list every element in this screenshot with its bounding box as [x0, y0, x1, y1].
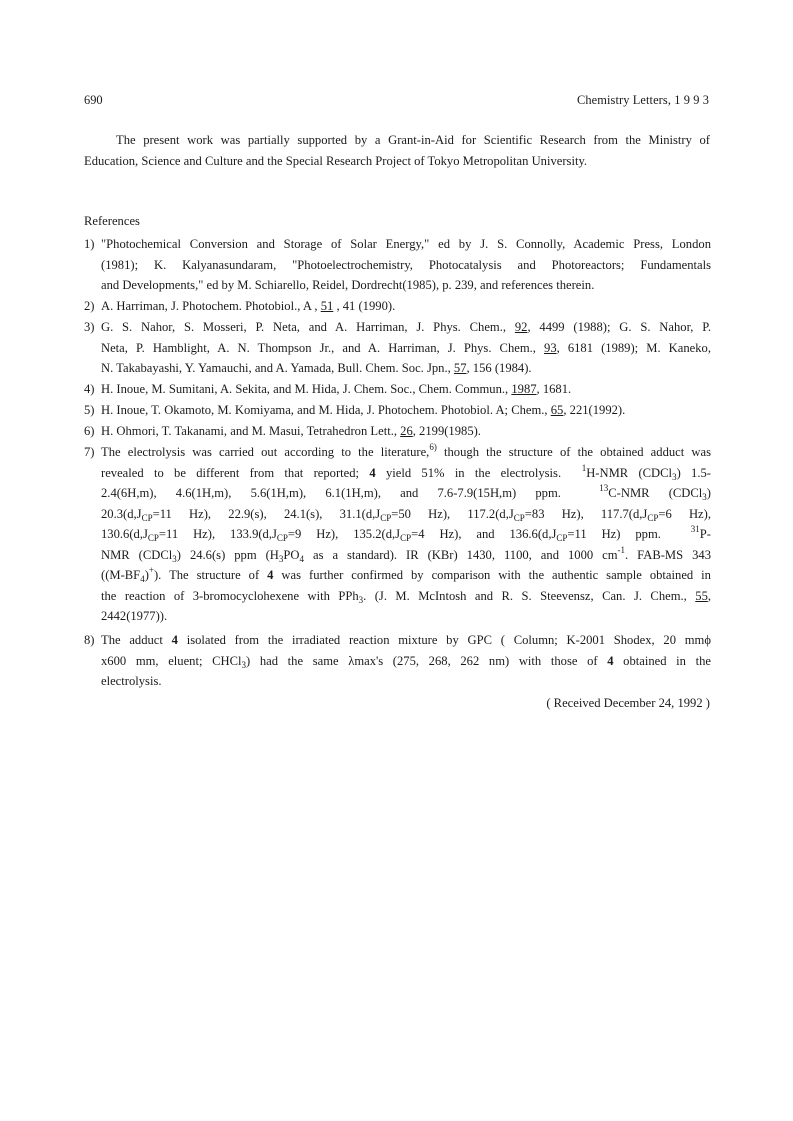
- ref-text-line: NMR (CDCl$_3$) 24.6(s) ppm ($H_3PO_4$ as a standard). IR (KBr) 1430, 1100, and 1000 $cm^{-1}$. FAB-MS 343: [101, 544, 711, 564]
- compound-number: 4: [369, 465, 376, 480]
- ref-text-line: the reaction of 3-bromocyclohexene with PPh$_3$. (J. M. McIntosh and R. S. Steevensz, Can. J. Chem., 55,: [101, 588, 712, 605]
- ref-number: 8): [84, 633, 95, 647]
- received-date: ( Received December 24, 1992 ): [546, 696, 710, 710]
- ack-line-1: The present work was partially supported by a Grant-in-Aid for Scientific Research from the Ministry of: [116, 133, 710, 147]
- volume-number: 57: [453, 361, 467, 375]
- ref-text-line: $130.6(d,J_{CP}=11$ Hz), $133.9(d,J_{CP}=9$ Hz), $135.2(d,J_{CP}=4$ Hz), and $136.6(d,J_{CP}=11$ Hz) ppm. $^{31}$P-: [101, 524, 711, 543]
- ref-text-line: x600 mm, eluent; CHCl$_3$) had the same λmax's (275, 268, 262 nm) with those of 4 obtained in the: [101, 653, 711, 670]
- ref-number: 7): [84, 445, 95, 459]
- ref-number: 6): [84, 424, 95, 438]
- ref-text-line: "Photochemical Conversion and Storage of Solar Energy," ed by J. S. Connolly, Academic Press, London: [101, 237, 711, 251]
- volume-number: 93: [544, 340, 557, 355]
- ref-text-line: revealed to be different from that reported; 4 yield 51% in the electrolysis. $^1$H-NMR (CDCl$_3$) 1.5-: [101, 462, 711, 482]
- ref-text-line: The adduct 4 isolated from the irradiated reaction mixture by GPC ( Column; K-2001 Shodex, 20 mmϕ: [101, 633, 711, 647]
- acknowledgment: [84, 130, 710, 171]
- ref-number: 3): [84, 320, 95, 334]
- volume-number: 26: [400, 424, 413, 438]
- volume-number: 92: [514, 320, 528, 334]
- ref-number: 4): [84, 382, 95, 396]
- ref-text-line: $20.3(d,J_{CP}=11$ Hz), 22.9(s), 24.1(s), $31.1(d,J_{CP}=50$ Hz), $117.2(d,J_{CP}=83$ Hz), $117.7(d,J_{CP}=6$ Hz),: [101, 506, 711, 523]
- reference-8: [84, 630, 711, 692]
- ref-text-line: N. Takabayashi, Y. Yamauchi, and A. Yamada, Bull. Chem. Soc. Jpn., 57, 156 (1984).: [101, 361, 532, 375]
- ref-number: 2): [84, 299, 95, 313]
- ref-text-line: G. S. Nahor, S. Mosseri, P. Neta, and A. Harriman, J. Phys. Chem., 92, 4499 (1988); G. S. Nahor, P.: [101, 320, 711, 334]
- volume-number: 65: [550, 403, 564, 417]
- ref-text-line: A. Harriman, J. Photochem. Photobiol., A , 51 , 41 (1990).: [101, 299, 396, 313]
- volume-number: 51: [320, 299, 334, 313]
- ref-text-line: Neta, P. Hamblight, A. N. Thompson Jr., and A. Harriman, J. Phys. Chem., 93, 6181 (1989); M. Kaneko,: [101, 340, 711, 355]
- ref-text-line: 2442(1977)).: [101, 609, 168, 623]
- compound-number: 4: [607, 653, 614, 668]
- volume-number: 1987: [511, 382, 537, 396]
- compound-number: 4: [171, 633, 178, 647]
- reference-6: [84, 421, 711, 442]
- ref-number: 5): [84, 403, 95, 417]
- volume-number: 55: [695, 588, 708, 603]
- ref-text-line: and Developments," ed by M. Schiarello, Reidel, Dordrecht(1985), p. 239, and references therein.: [101, 278, 595, 292]
- reference-1: [84, 234, 711, 296]
- ack-line-2: Education, Science and Culture and the Special Research Project of Tokyo Metropolitan University.: [84, 153, 588, 168]
- page-number: 690: [84, 93, 103, 107]
- ref-text-line: H. Ohmori, T. Takanami, and M. Masui, Tetrahedron Lett., 26, 2199(1985).: [101, 424, 481, 438]
- references-heading: References: [84, 214, 140, 228]
- ref-text-line: (1981); K. Kalyanasundaram, "Photoelectrochemistry, Photocatalysis and Photoreactors; Fundamentals: [101, 257, 711, 272]
- ref-text-line: H. Inoue, M. Sumitani, A. Sekita, and M. Hida, J. Chem. Soc., Chem. Commun., 1987, 1681.: [101, 382, 572, 396]
- reference-3: [84, 317, 711, 379]
- reference-5: [84, 400, 711, 421]
- ref-text-line: electrolysis.: [101, 674, 162, 688]
- reference-2: [84, 296, 711, 317]
- reference-4: [84, 379, 711, 400]
- ref-text-line: 2.4(6H,m), 4.6(1H,m), 5.6(1H,m), 6.1(1H,m), and 7.6-7.9(15H,m) ppm. $^{13}$C-NMR (CDCl$_3$): [101, 483, 711, 502]
- compound-number: 4: [267, 568, 274, 582]
- ref-text-line: The electrolysis was carried out according to the literature,$^{6)}$ though the structure of the obtained adduct was: [101, 442, 712, 459]
- reference-7: [84, 442, 711, 627]
- ref-text-line: $((M-BF_4)^+)$. The structure of 4 was further confirmed by comparison with the authentic sample obtained in: [101, 565, 711, 584]
- ref-text-line: H. Inoue, T. Okamoto, M. Komiyama, and M. Hida, J. Photochem. Photobiol. A; Chem., 65, 221(1992).: [101, 403, 626, 417]
- journal-header: Chemistry Letters, 1 9 9 3: [577, 93, 709, 107]
- ref-number: 1): [84, 237, 95, 251]
